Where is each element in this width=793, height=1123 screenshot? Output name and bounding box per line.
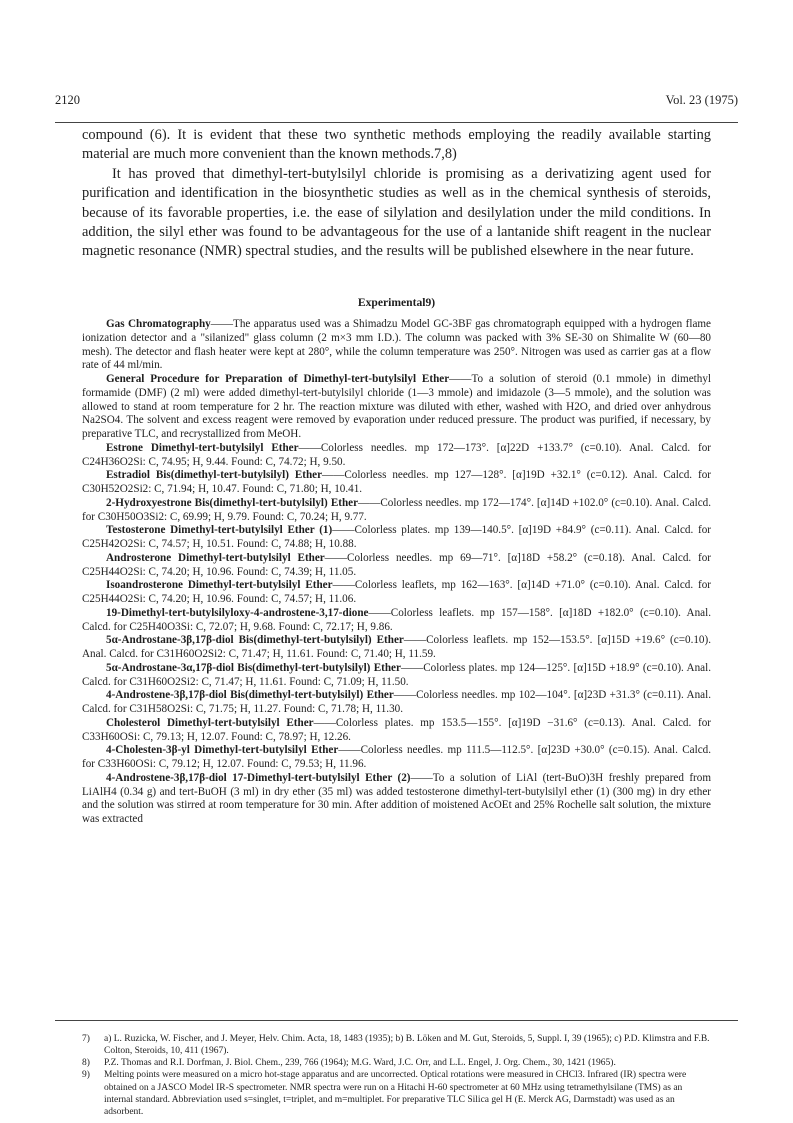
volume-label: Vol. 23 (1975) bbox=[665, 93, 738, 107]
paragraph-head: 5α-Androstane-3β,17β-diol Bis(dimethyl-tert-butylsilyl) Ether bbox=[106, 634, 404, 647]
paragraph-head: 5α-Androstane-3α,17β-diol Bis(dimethyl-tert-butylsilyl) Ether bbox=[106, 661, 401, 674]
experimental-paragraph bbox=[82, 579, 711, 607]
paragraph-head: 19-Dimethyl-tert-butylsilyloxy-4-androstene-3,17-dione bbox=[106, 606, 369, 619]
footnote-number: 9) bbox=[82, 1070, 90, 1081]
paragraph-head: Androsterone Dimethyl-tert-butylsilyl Ether bbox=[106, 551, 325, 564]
experimental-paragraph bbox=[82, 607, 711, 635]
paragraph-head: 4-Androstene-3β,17β-diol Bis(dimethyl-tert-butylsilyl) Ether bbox=[106, 689, 394, 702]
footnote-rule bbox=[55, 1020, 738, 1021]
paragraph-body: ——Colorless plates. mp 124—125°. [α]15D +18.9° (c=0.10). Anal. Calcd. for C31H60O2Si2: C, 71.47; H, 11.61. Found: C, 71.09; H, 11.50. bbox=[82, 661, 711, 688]
paragraph-head: Estradiol Bis(dimethyl-tert-butylsilyl) Ether bbox=[106, 469, 323, 482]
footnote-number: 7) bbox=[82, 1034, 90, 1044]
experimental-paragraph bbox=[82, 634, 711, 662]
paragraph-body: ——Colorless leaflets. mp 152—153.5°. [α]15D +19.6° (c=0.10). Anal. Calcd. for C31H60O2Si2: C, 71.47; H, 11.61. Found: C, 71.40; H, 11.59. bbox=[82, 634, 711, 660]
experimental-paragraph bbox=[82, 662, 711, 690]
paragraph-body: ——Colorless needles. mp 172—173°. [α]22D +133.7° (c=0.10). Anal. Calcd. for C24H36O2Si: C, 74.95; H, 9.44. Found: C, 74.72; H, 9.50. bbox=[82, 441, 711, 468]
experimental-paragraph bbox=[82, 689, 711, 717]
experimental-paragraph bbox=[82, 318, 711, 373]
experimental-paragraph bbox=[82, 497, 711, 525]
paragraph-head: Isoandrosterone Dimethyl-tert-butylsilyl Ether bbox=[106, 579, 333, 592]
footnote bbox=[82, 1033, 711, 1057]
experimental-paragraph bbox=[82, 524, 711, 552]
footnotes bbox=[82, 1033, 711, 1118]
experimental-paragraph bbox=[82, 717, 711, 745]
paragraph-body: ——Colorless needles. mp 111.5—112.5°. [α]23D +30.0° (c=0.15). Anal. Calcd. for C33H60OSi: C, 79.12; H, 12.07. Found: C, 79.53; H, 11.96. bbox=[82, 744, 712, 770]
paragraph-head: Testosterone Dimethyl-tert-butylsilyl Ether (1) bbox=[106, 524, 333, 537]
running-header bbox=[55, 93, 738, 109]
paragraph-head: Gas Chromatography bbox=[106, 318, 211, 330]
experimental-paragraph bbox=[82, 772, 711, 827]
body-text bbox=[82, 126, 711, 262]
footnote-text: P.Z. Thomas and R.I. Dorfman, J. Biol. Chem., 239, 766 (1964); M.G. Ward, J.C. Orr, and L.L. Engel, J. Org. Chem., 30, 1421 (1965). bbox=[104, 1058, 616, 1069]
paragraph-body: ——The apparatus used was a Shimadzu Model GC-3BF gas chromatograph equipped with a hydrogen flame ionization detector and a "silanized" glass column (2 m×3 mm I.D.). The column was packed with 3% SE-30 on Shimalite W (60—80 mesh). The detector and flash heater were kept at 280°, while the column temperature was 250°. Nitrogen was used as carrier gas at a flow rate of 44 ml/min. bbox=[82, 318, 711, 372]
paragraph-body: ——To a solution of steroid (0.1 mmole) in dimethyl formamide (DMF) (2 ml) were added dimethyl-tert-butylsilyl chloride (1—3 mmole) and imidazole (3—5 mmole), and the solution was allowed to stand at room temperature for 2 hr. The reaction mixture was diluted with ether, washed with H2O, and dried over anhydrous Na2SO4. The solvent and excess reagent were removed by evaporation under reduced pressure. The product was purified, if necessary, by preparative TLC, and recrystallized from MeOH. bbox=[82, 373, 711, 440]
experimental-section bbox=[82, 318, 711, 827]
paragraph-body: ——Colorless needles. mp 102—104°. [α]23D +31.3° (c=0.11). Anal. Calcd. for C31H58O2Si: C, 71.75; H, 11.27. Found: C, 71.78; H, 11.30. bbox=[82, 689, 711, 715]
experimental-paragraph bbox=[82, 744, 711, 772]
footnote bbox=[82, 1057, 711, 1069]
footnote-number: 8) bbox=[82, 1058, 90, 1069]
paragraph-body: ——Colorless leaflets, mp 162—163°. [α]14D +71.0° (c=0.10). Anal. Calcd. for C25H44O2Si: C, 74.20; H, 10.96. Found: C, 74.57; H, 11.06. bbox=[82, 579, 711, 605]
paragraph-head: Estrone Dimethyl-tert-butylsilyl Ether bbox=[106, 441, 299, 454]
page-number: 2120 bbox=[55, 93, 80, 107]
footnote bbox=[82, 1069, 711, 1118]
paragraph-head: 4-Androstene-3β,17β-diol 17-Dimethyl-tert-butylsilyl Ether (2) bbox=[106, 771, 411, 784]
paragraph-body: ——Colorless needles. mp 172—174°. [α]14D +102.0° (c=0.10). Anal. Calcd. for C30H50O3Si2: C, 69.99; H, 9.79. Found: C, 70.24; H, 9.77. bbox=[82, 496, 711, 523]
paragraph-body: ——Colorless needles. mp 69—71°. [α]18D +58.2° (c=0.18). Anal. Calcd. for C25H44O2Si: C, 74.20; H, 10.96. Found: C, 74.39; H, 11.05. bbox=[82, 551, 712, 578]
paragraph-head: 2-Hydroxyestrone Bis(dimethyl-tert-butylsilyl) Ether bbox=[106, 496, 359, 509]
paragraph-head: 4-Cholesten-3β-yl Dimethyl-tert-butylsilyl Ether bbox=[106, 744, 339, 757]
header-rule bbox=[55, 122, 738, 123]
paragraph-head: General Procedure for Preparation of Dimethyl-tert-butylsilyl Ether bbox=[106, 373, 450, 385]
experimental-paragraph bbox=[82, 373, 711, 442]
experimental-paragraph bbox=[82, 442, 711, 470]
footnote-text: a) L. Ruzicka, W. Fischer, and J. Meyer, Helv. Chim. Acta, 18, 1483 (1935); b) B. Löken and M. Gut, Steroids, 5, Suppl. I, 39 (1965); c) P.D. Klimstra and F.B. Colton, Steroids, 10, 411 (1967). bbox=[104, 1034, 710, 1057]
experimental-paragraph bbox=[82, 552, 711, 580]
paragraph-body: ——Colorless plates. mp 139—140.5°. [α]19D +84.9° (c=0.11). Anal. Calcd. for C25H42O2Si: C, 74.57; H, 10.51. Found: C, 74.88; H, 10.88. bbox=[82, 524, 711, 550]
intro-paragraph: compound (6). It is evident that these two synthetic methods employing the readily available starting material are much more convenient than the known methods.7,8) bbox=[82, 127, 711, 163]
footnote-text: Melting points were measured on a micro hot-stage apparatus and are uncorrected. Optical rotations were measured in CHCl3. Infrared (IR) spectra were obtained on a JASCO Model IR-S spectrometer. NMR spectra were run on a Hitachi H-60 spectrometer at 60 MHz using tetramethylsilane (TMS) as an internal standard. Abbreviation used s=singlet, t=triplet, and m=multiplet. For preparative TLC Silica gel H (E. Merck AG, Darmstadt) was used as an adsorbent. bbox=[104, 1070, 687, 1117]
intro-paragraph: It has proved that dimethyl-tert-butylsilyl chloride is promising as a derivatizing agent used for purification and identification in the biosynthetic studies as well as in the chemical synthesis of steroids, because of its favorable properties, i.e. the ease of silylation and desilylation under the mild conditions. In addition, the silyl ether was found to be advantageous for the use of a lantanide shift reagent in the nuclear magnetic resonance (NMR) spectral studies, and the results will be published elsewhere in the near future. bbox=[82, 165, 711, 260]
paragraph-body: ——Colorless needles. mp 127—128°. [α]19D +32.1° (c=0.12). Anal. Calcd. for C30H52O2Si2: C, 71.94; H, 10.47. Found: C, 71.80; H, 10.41. bbox=[82, 469, 711, 495]
paragraph-body: ——To a solution of LiAl (tert-BuO)3H freshly prepared from LiAlH4 (0.34 g) and tert-BuOH (3 ml) in dry ether (35 ml) was added testosterone dimethyl-tert-butylsilyl ether (1) (300 mg) in dry ether and the solution was stirred at room temperature for 30 min. After addition of moistened AcOEt and 25% Rochelle salt solution, the mixture was extracted bbox=[82, 771, 711, 825]
paragraph-body: ——Colorless leaflets. mp 157—158°. [α]18D +182.0° (c=0.10). Anal. Calcd. for C25H40O3Si: C, 72.07; H, 9.68. Found: C, 72.17; H, 9.86. bbox=[82, 606, 711, 633]
section-heading: Experimental9) bbox=[357, 296, 436, 309]
paragraph-body: ——Colorless plates. mp 153.5—155°. [α]19D −31.6° (c=0.13). Anal. Calcd. for C33H60OSi: C, 79.13; H, 12.07. Found: C, 78.97; H, 12.26. bbox=[82, 716, 712, 743]
paragraph-head: Cholesterol Dimethyl-tert-butylsilyl Ether bbox=[106, 716, 314, 729]
experimental-paragraph bbox=[82, 469, 711, 497]
